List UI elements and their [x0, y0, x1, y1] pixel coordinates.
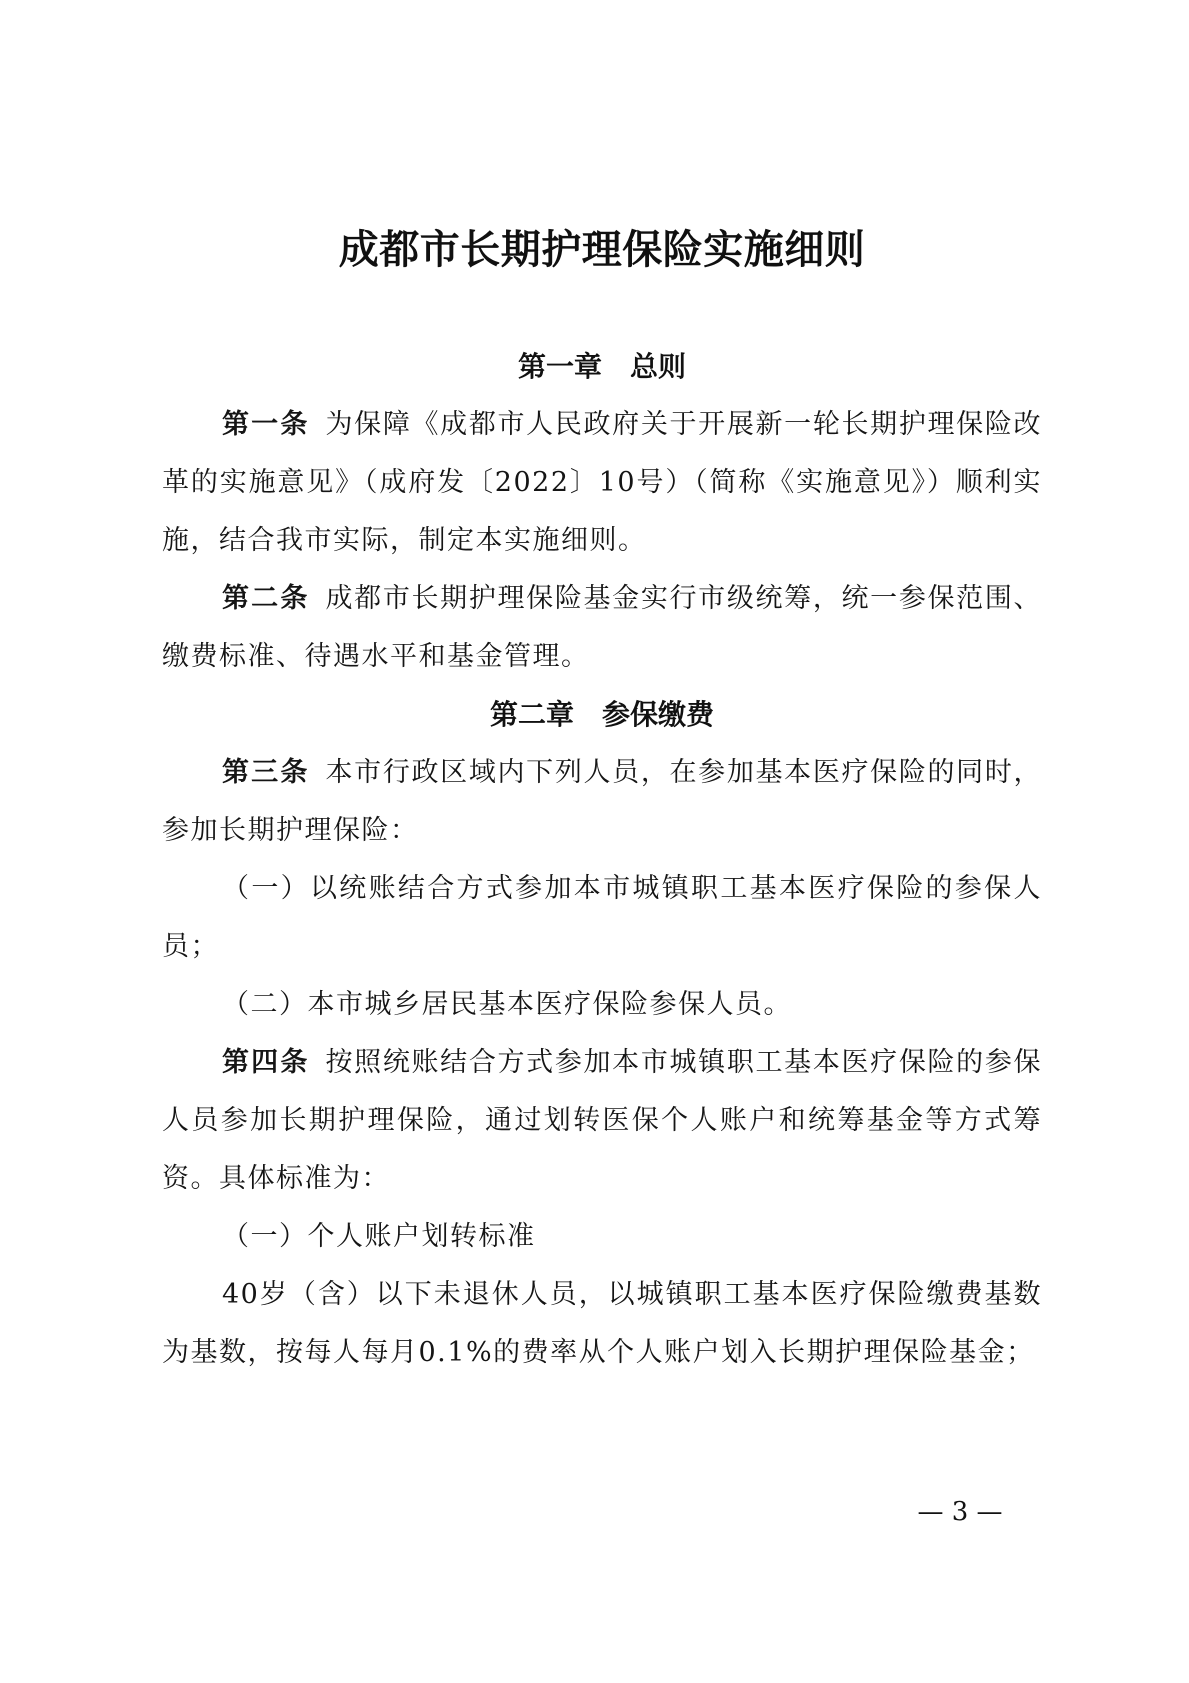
article-3-item-1: （一）以统账结合方式参加本市城镇职工基本医疗保险的参保人员； [162, 873, 1042, 962]
chapter-heading-general: 第一章 总则 [517, 350, 686, 383]
article-3 [162, 744, 1042, 860]
article-4-label: 第四条 [222, 1047, 310, 1078]
article-2-label: 第二条 [222, 583, 310, 614]
article-1 [162, 396, 1042, 570]
article-4-item-1-heading: （一）个人账户划转标准 [222, 1221, 536, 1252]
article-1-text: 为保障《成都市人民政府关于开展新一轮长期护理保险改革的实施意见》（成府发〔2022〕10号）（简称《实施意见》）顺利实施，结合我市实际，制定本实施细则。 [162, 409, 1042, 556]
article-4-text: 按照统账结合方式参加本市城镇职工基本医疗保险的参保人员参加长期护理保险，通过划转医保个人账户和统筹基金等方式筹资。具体标准为： [162, 1047, 1042, 1194]
article-1-label: 第一条 [222, 409, 310, 440]
document-body [162, 226, 1042, 1382]
article-2-text: 成都市长期护理保险基金实行市级统筹，统一参保范围、缴费标准、待遇水平和基金管理。 [162, 583, 1042, 672]
page-number: — 3 — [917, 1497, 1003, 1527]
article-3-label: 第三条 [222, 757, 310, 788]
article-4-item-1-text: 40岁（含）以下未退休人员，以城镇职工基本医疗保险缴费基数为基数，按每人每月0.1%的费率从个人账户划入长期护理保险基金； [162, 1279, 1042, 1368]
article-2 [162, 570, 1042, 686]
article-4 [162, 1034, 1042, 1208]
article-3-item-2: （二）本市城乡居民基本医疗保险参保人员。 [222, 989, 792, 1020]
article-3-text: 本市行政区域内下列人员，在参加基本医疗保险的同时，参加长期护理保险： [162, 757, 1042, 846]
document-title: 成都市长期护理保险实施细则 [338, 227, 866, 273]
chapter-heading-enrollment: 第二章 参保缴费 [489, 698, 714, 731]
